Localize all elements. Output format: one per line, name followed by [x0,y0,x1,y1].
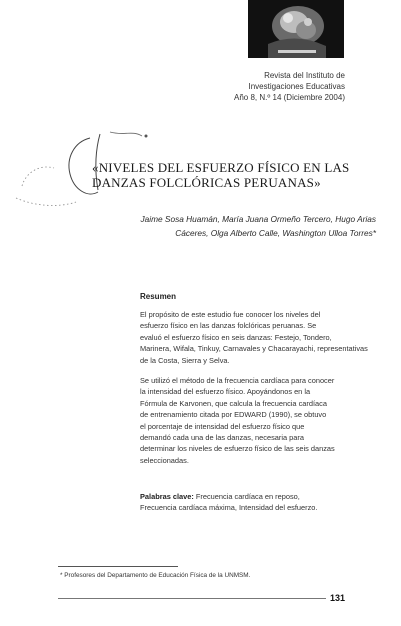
text-line: la intensidad del esfuerzo físico. Apoyándonos en la [140,387,311,397]
text-line: Fórmula de Karvonen, que calcula la frecuencia cardíaca [140,398,327,408]
footnote: * Profesores del Departamento de Educación Física de la UNMSM. [60,572,251,579]
text-line: de la Costa, Sierra y Selva. [140,355,230,365]
footnote-divider [58,566,178,567]
abstract-paragraph-1 [140,309,368,366]
journal-line: Revista del Instituto de [264,71,345,80]
author-line: Cáceres, Olga Alberto Calle, Washington Ulloa Torres* [175,228,376,238]
page-number: 131 [330,593,346,603]
text-line: El propósito de este estudio fue conocer los niveles del [140,310,321,319]
text-line: Se utilizó el método de la frecuencia cardíaca para conocer [140,376,335,385]
text-line: evaluó el esfuerzo físico en seis danzas: Festejo, Tondero, [140,332,332,342]
author-line: Jaime Sosa Huamán, María Juana Ormeño Tercero, Hugo Arias [140,214,376,224]
journal-line: Año 8, N.º 14 (Diciembre 2004) [234,93,345,102]
text-line: Marinera, Wifala, Tinkuy, Carnavales y Chacarayachi, representativas [140,344,368,354]
keywords-text: Frecuencia cardíaca máxima, Intensidad del esfuerzo. [140,503,318,513]
text-line: determinar los niveles de esfuerzo físico de las seis danzas [140,444,335,454]
text-line: el porcentaje de intensidad del esfuerzo físico que [140,421,305,431]
abstract-paragraph-2 [140,375,340,466]
title-line: DANZAS FOLCLÓRICAS PERUANAS» [92,175,321,190]
abstract-heading: Resumen [140,292,177,301]
journal-reference [205,70,345,103]
journal-line: Investigaciones Educativas [248,82,345,91]
journal-logo [248,0,344,58]
keywords-label: Palabras clave: [140,492,194,501]
text-line: esfuerzo físico en las danzas folclóricas peruanas. Se [140,321,317,331]
text-line: seleccionadas. [140,455,189,465]
title-line: «NIVELES DEL ESFUERZO FÍSICO EN LAS [92,160,350,175]
keywords-text: Frecuencia cardíaca en reposo, [193,492,300,501]
text-line: de entrenamiento citada por EDWARD (1990), se obtuvo [140,410,327,420]
keywords [140,491,340,514]
article-title [92,160,372,190]
article-authors [86,212,376,240]
page-bottom-rule [58,598,326,599]
text-line: demandó cada una de las danzas, necesaria para [140,433,304,443]
